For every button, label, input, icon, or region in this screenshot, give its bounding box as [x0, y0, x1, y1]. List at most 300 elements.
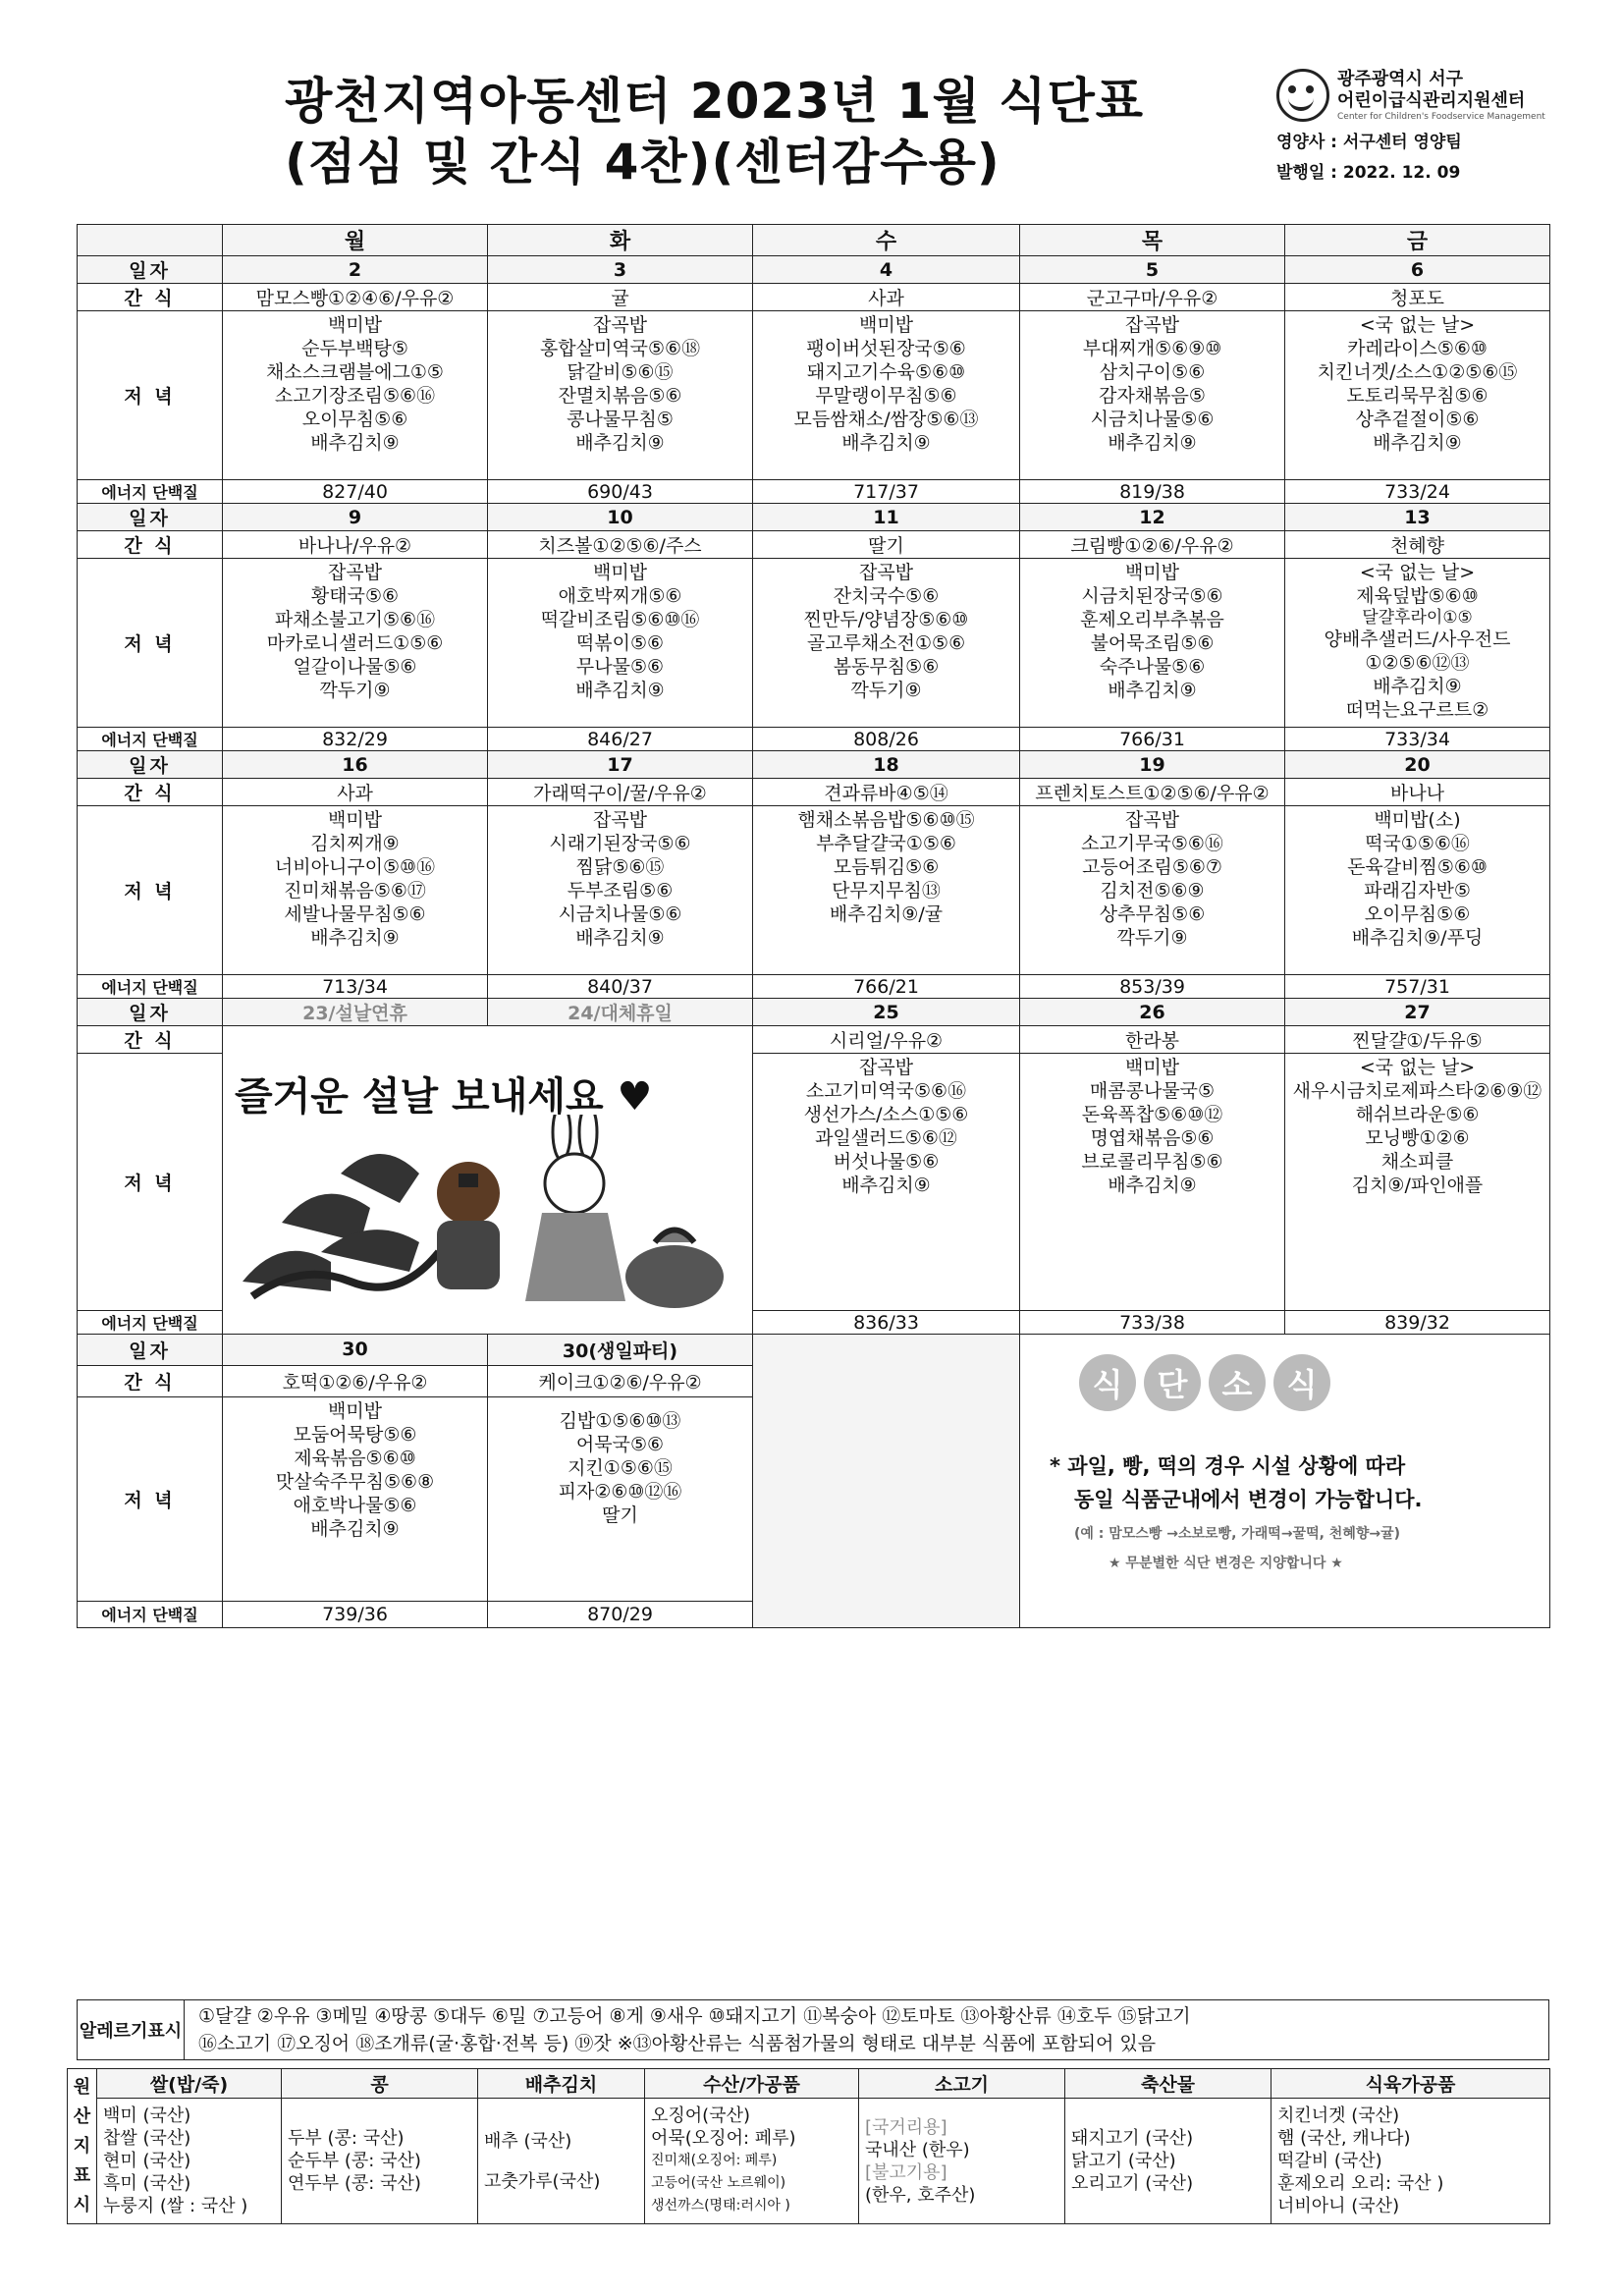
dinner-row — [78, 559, 1550, 728]
dinner-cell — [1020, 1054, 1285, 1311]
corner-cell — [78, 225, 223, 256]
energy-label: 에너지 단백질 — [78, 975, 223, 999]
snack-cell: 크림빵①②⑥/우유② — [1020, 531, 1285, 559]
energy-row — [78, 975, 1550, 999]
meal-item: 배추김치⑨ — [1373, 432, 1462, 454]
energy-cell: 832/29 — [223, 728, 488, 751]
day-thu: 목 — [1020, 225, 1285, 256]
meal-item: 잡곡밥 — [858, 1057, 914, 1078]
meal-item: 깍두기⑨ — [1116, 927, 1188, 949]
meal-item: 모닝빵①②⑥ — [1365, 1127, 1470, 1149]
smile-logo-icon — [1276, 69, 1329, 122]
date-label: 일자 — [78, 256, 223, 284]
news-title — [1079, 1354, 1330, 1411]
meal-item: 매콤콩나물국⑤ — [1089, 1080, 1216, 1102]
origin-item: 진미채(오징어: 페루) — [651, 2153, 778, 2168]
news-title-char: 식 — [1273, 1354, 1330, 1411]
origin-item: 돼지고기 (국산) — [1071, 2128, 1194, 2149]
meal-item: 카레라이스⑤⑥⑩ — [1347, 338, 1488, 359]
meal-item: 잡곡밥 — [592, 314, 648, 336]
meal-item: 상추겉절이⑤⑥ — [1355, 409, 1480, 430]
meal-list — [1020, 806, 1284, 952]
meal-item: 배추김치⑨ — [575, 927, 665, 949]
origin-body-row — [68, 2099, 1550, 2224]
origin-item: 햄 (국산, 캐나다) — [1277, 2128, 1411, 2149]
date-cell: 18 — [753, 751, 1020, 779]
energy-cell: 766/31 — [1020, 728, 1285, 751]
origin-item: 백미 (국산) — [103, 2105, 191, 2126]
origin-item: 떡갈비 (국산) — [1277, 2151, 1382, 2171]
meal-item: 잡곡밥 — [327, 562, 383, 583]
dinner-row — [78, 806, 1550, 975]
snack-cell: 프렌치토스트①②⑤⑥/우유② — [1020, 779, 1285, 806]
meal-item: 배추김치⑨ — [575, 680, 665, 701]
dinner-cell — [1285, 806, 1550, 975]
meal-list — [1285, 311, 1549, 457]
page-title — [285, 71, 1144, 192]
meal-item: 백미밥 — [327, 809, 383, 831]
meal-item: 애호박나물⑤⑥ — [293, 1494, 417, 1516]
meal-item: 무나물⑤⑥ — [575, 656, 665, 678]
origin-col-processed-meat — [1271, 2099, 1550, 2224]
date-cell: 3 — [488, 256, 753, 284]
origin-item: 누룽지 (쌀 : 국산 ) — [103, 2196, 248, 2216]
meal-item: 골고루채소전①⑤⑥ — [806, 632, 966, 654]
snack-row — [78, 284, 1550, 311]
org-name1: 광주광역시 서구 — [1337, 69, 1463, 89]
dinner-cell — [488, 1396, 753, 1601]
meal-item: 파채소불고기⑤⑥⑯ — [274, 609, 436, 630]
meal-item: 닭갈비⑤⑥⑮ — [567, 361, 674, 383]
snack-cell: 귤 — [488, 284, 753, 311]
meal-item: 모듬튀김⑤⑥ — [833, 856, 940, 878]
origin-header: 배추김치 — [478, 2069, 645, 2099]
origin-item: 생선까스(명태:러시아 ) — [651, 2198, 790, 2214]
energy-cell: 733/38 — [1020, 1311, 1285, 1335]
snack-cell: 천혜향 — [1285, 531, 1550, 559]
meal-item: 상추무침⑤⑥ — [1099, 903, 1206, 925]
meal-item: 오이무침⑤⑥ — [301, 409, 408, 430]
energy-label: 에너지 단백질 — [78, 480, 223, 504]
dinner-cell — [1020, 559, 1285, 728]
date-row — [78, 256, 1550, 284]
energy-row — [78, 728, 1550, 751]
origin-col-bean — [282, 2099, 478, 2224]
meal-list — [488, 559, 752, 704]
origin-side-char: 표 — [73, 2164, 91, 2186]
meal-item: 얼갈이나물⑤⑥ — [293, 656, 417, 678]
dinner-cell — [753, 559, 1020, 728]
meal-item: 버섯나물⑤⑥ — [833, 1151, 940, 1173]
origin-item: 찹쌀 (국산) — [103, 2128, 191, 2149]
energy-cell: 733/34 — [1285, 728, 1550, 751]
snack-cell: 호떡①②⑥/우유② — [223, 1365, 488, 1396]
date-row — [78, 999, 1550, 1026]
origin-side-label — [68, 2069, 97, 2224]
meal-item: 잔치국수⑤⑥ — [833, 585, 940, 607]
weekday-header — [78, 225, 1550, 256]
meal-item: 채소피클 — [1380, 1151, 1454, 1173]
snack-row — [78, 779, 1550, 806]
meal-item: 배추김치⑨/귤 — [829, 903, 944, 925]
origin-item: (한우, 호주산) — [865, 2184, 976, 2206]
dinner-cell — [1285, 311, 1550, 480]
origin-item: 너비아니 (국산) — [1277, 2196, 1400, 2216]
meal-list — [1285, 1054, 1549, 1199]
meal-item: 소고기미역국⑤⑥⑯ — [805, 1080, 967, 1102]
origin-col-beef — [859, 2099, 1065, 2224]
energy-cell: 853/39 — [1020, 975, 1285, 999]
energy-label: 에너지 단백질 — [78, 1601, 223, 1627]
meal-item: 잡곡밥 — [1124, 809, 1180, 831]
snack-cell: 군고구마/우유② — [1020, 284, 1285, 311]
origin-item: 국내산 (한우) — [865, 2139, 970, 2160]
org-name2: 어린이급식관리지원센터 — [1337, 90, 1526, 111]
meal-item: 홍합살미역국⑤⑥⑱ — [539, 338, 701, 359]
meal-item: 애호박찌개⑤⑥ — [558, 585, 682, 607]
meal-item: 팽이버섯된장국⑤⑥ — [806, 338, 966, 359]
snack-cell: 바나나 — [1285, 779, 1550, 806]
origin-item: 고춧가루(국산) — [484, 2170, 601, 2192]
meal-item: 잔멸치볶음⑤⑥ — [558, 385, 682, 407]
meal-item: <국 없는 날> — [1359, 314, 1476, 336]
dinner-cell — [753, 806, 1020, 975]
snack-cell: 바나나/우유② — [223, 531, 488, 559]
meal-item: 백미밥 — [592, 562, 648, 583]
meal-item: 명엽채볶음⑤⑥ — [1090, 1127, 1215, 1149]
meal-item: 훈제오리부추볶음 — [1080, 609, 1224, 630]
origin-item: [국거리용] — [865, 2116, 947, 2138]
dinner-cell — [753, 311, 1020, 480]
date-label: 일자 — [78, 1335, 223, 1366]
news-title-char: 소 — [1209, 1354, 1266, 1411]
meal-item: 백미밥 — [1124, 1057, 1180, 1078]
snack-row — [78, 1026, 1550, 1054]
dinner-cell — [1285, 1054, 1550, 1311]
snack-cell: 케이크①②⑥/우유② — [488, 1365, 753, 1396]
date-cell: 12 — [1020, 504, 1285, 531]
dinner-cell — [1020, 311, 1285, 480]
date-cell: 20 — [1285, 751, 1550, 779]
meal-item: 시금치나물⑤⑥ — [1090, 409, 1215, 430]
energy-cell: 836/33 — [753, 1311, 1020, 1335]
meal-item: 김치⑨/파인애플 — [1351, 1175, 1484, 1196]
snack-cell: 치즈볼①②⑤⑥/주스 — [488, 531, 753, 559]
energy-label: 에너지 단백질 — [78, 728, 223, 751]
day-wed: 수 — [753, 225, 1020, 256]
meal-item: <국 없는 날> — [1359, 1057, 1476, 1078]
date-cell: 27 — [1285, 999, 1550, 1026]
snack-cell: 견과류바④⑤⑭ — [753, 779, 1020, 806]
meal-item: 부추달걀국①⑤⑥ — [816, 833, 956, 854]
meal-item: 봄동무침⑤⑥ — [833, 656, 940, 678]
origin-table — [67, 2068, 1550, 2224]
origin-item: 닭고기 (국산) — [1071, 2151, 1176, 2171]
meal-item: 배추김치⑨/푸딩 — [1351, 927, 1484, 949]
dinner-label: 저 녁 — [78, 311, 223, 480]
dinner-cell — [223, 559, 488, 728]
meal-item: 시래기된장국⑤⑥ — [549, 833, 691, 854]
origin-header: 수산/가공품 — [645, 2069, 859, 2099]
meal-item: 도토리묵무침⑤⑥ — [1346, 385, 1488, 407]
dinner-cell — [223, 806, 488, 975]
meal-item: 감자채볶음⑤ — [1099, 385, 1206, 407]
dinner-cell — [223, 311, 488, 480]
date-cell: 13 — [1285, 504, 1550, 531]
meal-item: 단무지무침⑬ — [832, 880, 941, 902]
energy-cell: 827/40 — [223, 480, 488, 504]
meal-list — [1020, 311, 1284, 457]
meal-item: 햄채소볶음밥⑤⑥⑩⑮ — [797, 809, 975, 831]
meal-item: 백미밥 — [327, 314, 383, 336]
date-cell: 5 — [1020, 256, 1285, 284]
meal-list — [488, 311, 752, 457]
allergy-legend — [77, 1999, 1549, 2060]
meal-item: 너비아니구이⑤⑩⑯ — [274, 856, 436, 878]
origin-header: 쌀(밥/죽) — [97, 2069, 282, 2099]
meal-item: 불어묵조림⑤⑥ — [1090, 632, 1215, 654]
origin-item: 고등어(국산 노르웨이) — [651, 2175, 786, 2191]
snack-cell: 찐달걀①/두유⑤ — [1285, 1026, 1550, 1054]
gift-bundle-icon — [625, 1230, 724, 1309]
meal-item: 백미밥 — [858, 314, 914, 336]
meal-item: 치킨너겟/소스①②⑤⑥⑮ — [1317, 361, 1518, 383]
meal-item: 돼지고기수육⑤⑥⑩ — [806, 361, 966, 383]
meal-list — [753, 311, 1019, 457]
energy-cell: 808/26 — [753, 728, 1020, 751]
energy-cell: 690/43 — [488, 480, 753, 504]
news-panel — [1020, 1335, 1549, 1627]
meal-item: 삼치구이⑤⑥ — [1099, 361, 1206, 383]
date-label: 일자 — [78, 504, 223, 531]
dinner-cell — [488, 559, 753, 728]
date-cell: 17 — [488, 751, 753, 779]
meal-list — [1020, 1054, 1284, 1199]
meal-item: 양배추샐러드/사우전드①②⑤⑥⑫⑬ — [1324, 629, 1511, 674]
dinner-label: 저 녁 — [78, 1396, 223, 1601]
origin-item: 두부 (콩: 국산) — [288, 2128, 405, 2149]
meal-item: 잡곡밥 — [858, 562, 914, 583]
meal-list — [753, 559, 1019, 704]
energy-label: 에너지 단백질 — [78, 1311, 223, 1335]
meal-item: 과일샐러드⑤⑥⑫ — [815, 1127, 957, 1149]
meal-item: 고등어조림⑤⑥⑦ — [1082, 856, 1222, 878]
snack-cell: 맘모스빵①②④⑥/우유② — [223, 284, 488, 311]
meal-item: 떠먹는요구르트② — [1345, 699, 1489, 721]
meal-list — [1285, 806, 1549, 952]
date-cell: 4 — [753, 256, 1020, 284]
origin-item: [불고기용] — [865, 2161, 947, 2183]
date-label: 일자 — [78, 999, 223, 1026]
origin-item: 순두부 (콩: 국산) — [288, 2151, 421, 2171]
bear-character-icon — [437, 1162, 500, 1289]
origin-col-rice — [97, 2099, 282, 2224]
meal-item: 돈육갈비찜⑤⑥⑩ — [1347, 856, 1488, 878]
dinner-cell — [1285, 559, 1550, 728]
origin-item: 연두부 (콩: 국산) — [288, 2173, 421, 2194]
date-label: 일자 — [78, 751, 223, 779]
meal-item: 백미밥 — [327, 1399, 383, 1422]
snack-cell: 사과 — [753, 284, 1020, 311]
energy-cell: 846/27 — [488, 728, 753, 751]
origin-item: 흑미 (국산) — [103, 2173, 191, 2194]
meal-item: 달걀후라이①⑤ — [1362, 608, 1473, 628]
menu-table — [77, 224, 1550, 1628]
date-cell: 10 — [488, 504, 753, 531]
snack-cell: 청포도 — [1285, 284, 1550, 311]
energy-cell: 717/37 — [753, 480, 1020, 504]
meal-item: 브로콜리무침⑤⑥ — [1081, 1151, 1223, 1173]
meal-item: 마카로니샐러드①⑤⑥ — [266, 632, 444, 654]
meal-item: 시금치나물⑤⑥ — [558, 903, 682, 925]
news-title-char: 단 — [1144, 1354, 1201, 1411]
news-line2: 동일 식품군내에서 변경이 가능합니다. — [1074, 1488, 1423, 1511]
dinner-cell — [1020, 806, 1285, 975]
org-block — [1276, 69, 1600, 183]
origin-item: 현미 (국산) — [103, 2151, 191, 2171]
dinner-cell — [753, 1054, 1020, 1311]
dinner-label: 저 녁 — [78, 559, 223, 728]
meal-item: 모둠어묵탕⑤⑥ — [293, 1423, 417, 1446]
meal-item: 딸기 — [602, 1503, 638, 1526]
greeting-text: 즐거운 설날 보내세요 ♥ — [235, 1074, 653, 1120]
origin-side-char: 시 — [73, 2194, 91, 2215]
origin-header: 축산물 — [1065, 2069, 1271, 2099]
energy-cell: 819/38 — [1020, 480, 1285, 504]
origin-item: 배추 (국산) — [484, 2130, 572, 2152]
day-tue: 화 — [488, 225, 753, 256]
dietitian: 영양사 : 서구센터 영양팀 — [1276, 133, 1462, 152]
new-year-illustration — [223, 1115, 743, 1311]
snack-label: 간 식 — [78, 1026, 223, 1054]
allergy-text — [185, 2000, 1205, 2059]
meal-item: 어묵국⑤⑥ — [575, 1433, 665, 1455]
date-cell: 30 — [223, 1335, 488, 1366]
meal-item: 세발나물무침⑤⑥ — [284, 903, 426, 925]
dinner-row — [78, 311, 1550, 480]
energy-row — [78, 480, 1550, 504]
date-cell: 16 — [223, 751, 488, 779]
origin-item: 훈제오리 오리: 국산 ) — [1277, 2173, 1444, 2194]
meal-item: 떡국①⑤⑥⑯ — [1365, 833, 1470, 854]
meal-item: 김치전⑤⑥⑨ — [1100, 880, 1205, 902]
date-cell: 6 — [1285, 256, 1550, 284]
rabbit-character-icon — [525, 1115, 625, 1301]
energy-cell: 733/24 — [1285, 480, 1550, 504]
org-logo-wrap — [1276, 69, 1600, 122]
fan-decoration-icon — [243, 1154, 419, 1291]
energy-cell: 839/32 — [1285, 1311, 1550, 1335]
allergy-line1: ①달걀 ②우유 ③메밀 ④땅콩 ⑤대두 ⑥밀 ⑦고등어 ⑧게 ⑨새우 ⑩돼지고기 ⑪복숭아 ⑫토마토 ⑬아황산류 ⑭호두 ⑮닭고기 — [198, 2005, 1191, 2027]
meal-item: 소고기무국⑤⑥⑯ — [1081, 833, 1223, 854]
meal-item: 순두부백탕⑤ — [301, 338, 408, 359]
meal-item: 깍두기⑨ — [319, 680, 391, 701]
origin-item: 어묵(오징어: 페루) — [651, 2128, 796, 2149]
origin-side-char: 지 — [73, 2135, 91, 2157]
news-line1: * 과일, 빵, 떡의 경우 시설 상황에 따라 — [1050, 1454, 1406, 1478]
date-cell: 19 — [1020, 751, 1285, 779]
meal-item: 배추김치⑨ — [1108, 432, 1197, 454]
dinner-cell — [223, 1396, 488, 1601]
allergy-label: 알레르기표시 — [78, 2000, 185, 2059]
snack-cell: 딸기 — [753, 531, 1020, 559]
origin-item: 오징어(국산) — [651, 2105, 750, 2126]
issue-date: 발행일 : 2022. 12. 09 — [1276, 163, 1461, 183]
meal-item: 진미채볶음⑤⑥⑰ — [284, 880, 426, 902]
meal-item: 배추김치⑨ — [575, 432, 665, 454]
date-cell: 25 — [753, 999, 1020, 1026]
meal-item: 맛살숙주무침⑤⑥⑧ — [275, 1470, 435, 1493]
meal-item: 부대찌개⑤⑥⑨⑩ — [1082, 338, 1222, 359]
meal-item: 배추김치⑨ — [310, 927, 400, 949]
energy-cell: 766/21 — [753, 975, 1020, 999]
meal-item: 배추김치⑨ — [1108, 680, 1197, 701]
origin-col-kimchi — [478, 2099, 645, 2224]
meal-item: 떡볶이⑤⑥ — [575, 632, 665, 654]
title-line1: 광천지역아동센터 2023년 1월 식단표 — [285, 73, 1145, 130]
meal-item: 잡곡밥 — [592, 809, 648, 831]
meal-item: 무말랭이무침⑤⑥ — [815, 385, 957, 407]
energy-cell: 757/31 — [1285, 975, 1550, 999]
energy-cell: 840/37 — [488, 975, 753, 999]
meal-item: 제육볶음⑤⑥⑩ — [294, 1447, 416, 1469]
meal-item: 채소스크램블에그①⑤ — [266, 361, 444, 383]
origin-col-livestock — [1065, 2099, 1271, 2224]
dinner-label: 저 녁 — [78, 806, 223, 975]
greeting-panel — [223, 1026, 752, 1314]
dinner-cell — [488, 806, 753, 975]
title-line2: (점심 및 간식 4찬)(센터감수용) — [285, 134, 1001, 191]
meal-item: 해쉬브라운⑤⑥ — [1355, 1104, 1480, 1125]
meal-item: 오이무침⑤⑥ — [1364, 903, 1471, 925]
meal-item: 김치찌개⑨ — [310, 833, 400, 854]
meal-item: 떡갈비조림⑤⑥⑩⑯ — [540, 609, 700, 630]
news-note: ★ 무분별한 식단 변경은 지양합니다 ★ — [1109, 1556, 1343, 1571]
meal-item: 배추김치⑨ — [310, 1517, 400, 1540]
meal-item: 잡곡밥 — [1124, 314, 1180, 336]
meal-list — [223, 311, 487, 457]
meal-item: <국 없는 날> — [1359, 562, 1476, 583]
meal-item: 백미밥 — [1124, 562, 1180, 583]
origin-item: 치킨너겟 (국산) — [1277, 2105, 1400, 2126]
holiday-greeting-cell — [223, 1026, 753, 1335]
date-cell-holiday: 24/대체휴일 — [488, 999, 753, 1026]
origin-item: 오리고기 (국산) — [1071, 2173, 1194, 2194]
meal-item: 김밥①⑤⑥⑩⑬ — [559, 1409, 681, 1432]
meal-item: 제육덮밥⑤⑥⑩ — [1356, 585, 1479, 607]
empty-cell — [753, 1335, 1020, 1628]
snack-cell: 한라봉 — [1020, 1026, 1285, 1054]
meal-item: 소고기장조림⑤⑥⑯ — [274, 385, 436, 407]
date-cell: 9 — [223, 504, 488, 531]
meal-item: 찐만두/양념장⑤⑥⑩ — [803, 609, 969, 630]
energy-cell: 870/29 — [488, 1601, 753, 1627]
meal-item: 모듬쌈채소/쌈장⑤⑥⑬ — [793, 409, 979, 430]
origin-header: 소고기 — [859, 2069, 1065, 2099]
meal-item: 지킨①⑤⑥⑮ — [568, 1456, 673, 1479]
meal-list — [223, 1397, 487, 1543]
meal-item: 황태국⑤⑥ — [310, 585, 400, 607]
allergy-line2: ⑯소고기 ⑰오징어 ⑱조개류(굴·홍합·전복 등) ⑲잣 ※⑬아황산류는 식품첨가물의 형태로 대부분 식품에 포함되어 있음 — [198, 2033, 1157, 2054]
meal-item: 새우시금치로제파스타②⑥⑨⑫ — [1292, 1080, 1542, 1102]
meal-item: 찜닭⑤⑥⑮ — [575, 856, 665, 878]
date-cell-holiday: 23/설날연휴 — [223, 999, 488, 1026]
snack-label: 간 식 — [78, 779, 223, 806]
meal-item: 콩나물무침⑤ — [567, 409, 674, 430]
origin-side-char: 산 — [73, 2105, 91, 2127]
day-mon: 월 — [223, 225, 488, 256]
meal-list — [1020, 559, 1284, 704]
